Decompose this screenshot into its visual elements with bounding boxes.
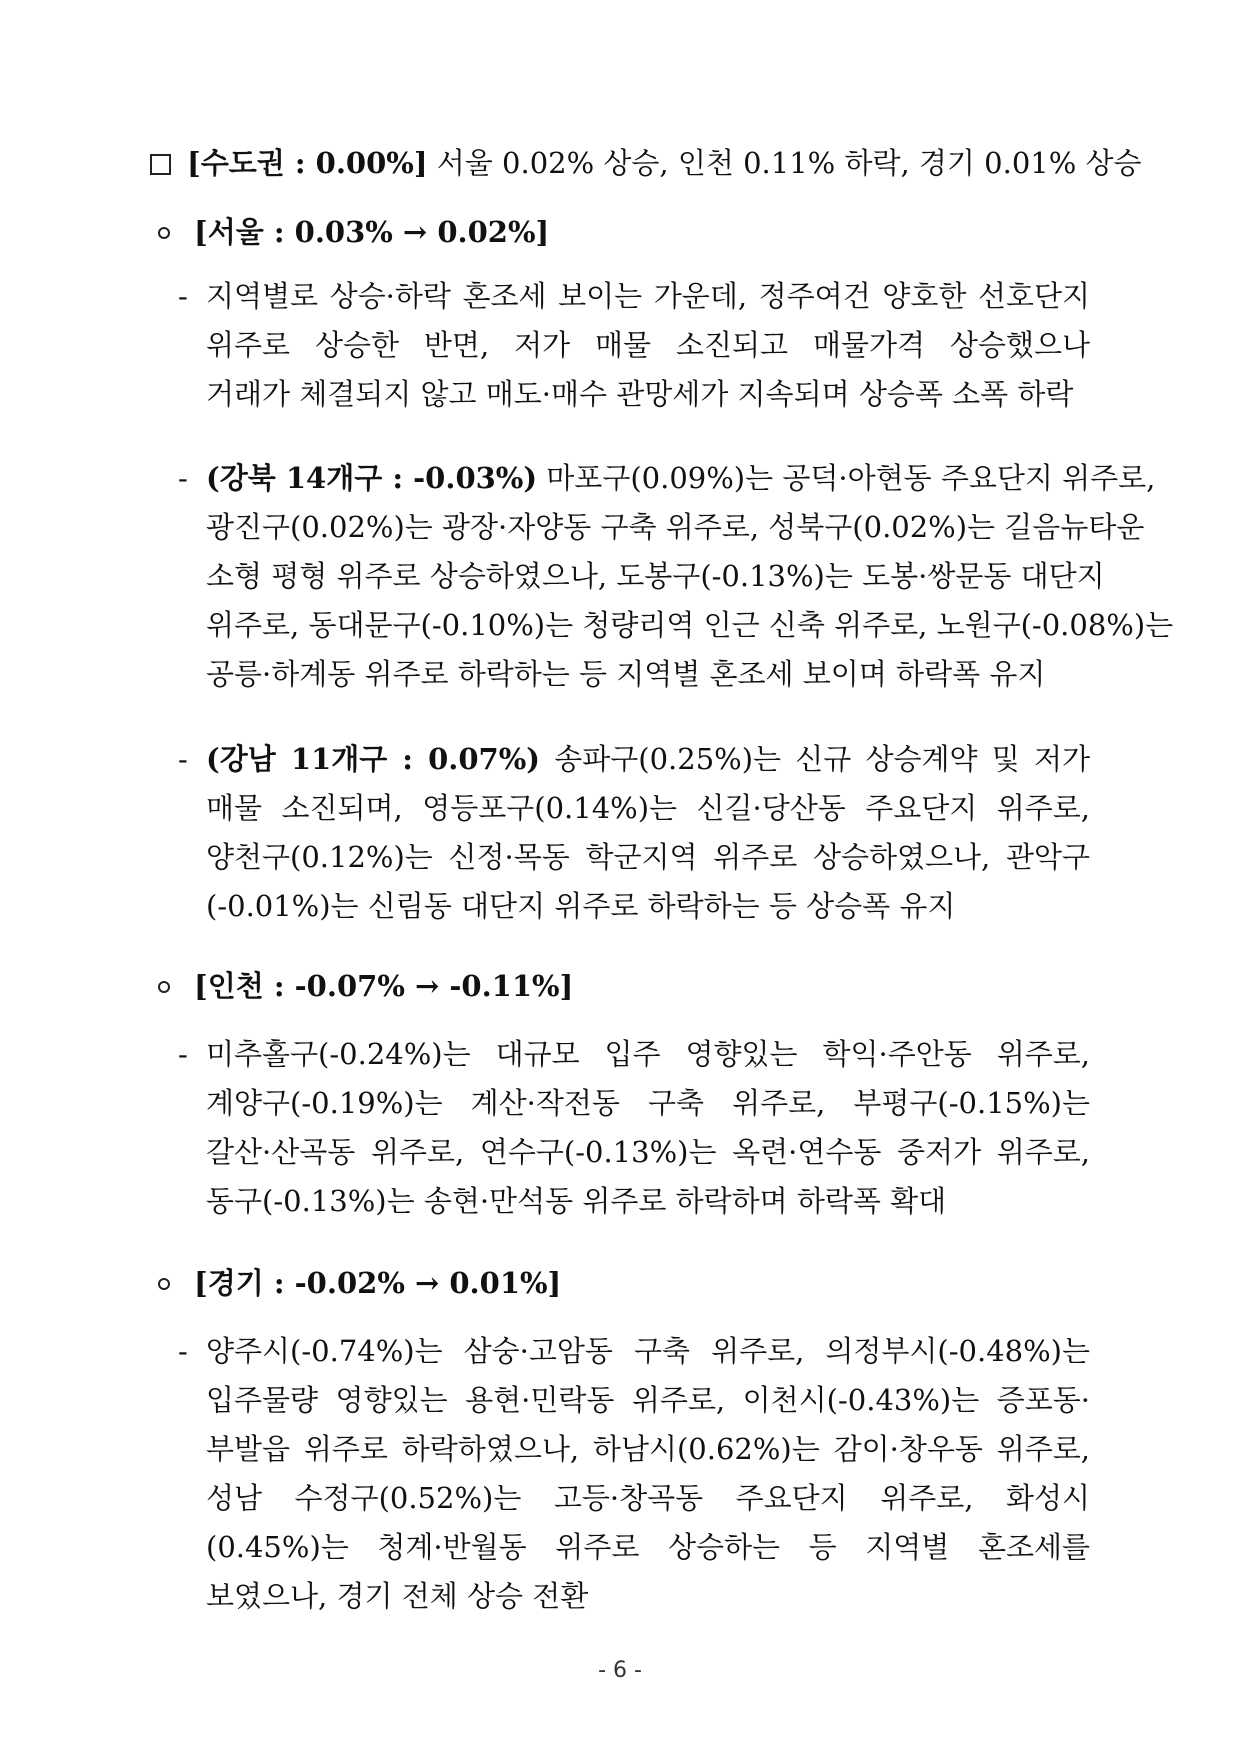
text-line: 지역별로 상승·하락 혼조세 보이는 가운데, 정주여건 양호한 선호단지	[206, 279, 1090, 313]
section-heading-incheon: [인천 : -0.07% → -0.11%]	[158, 966, 573, 1006]
page-number: - 6 -	[598, 1658, 642, 1683]
heading-text: 서울 0.02% 상승, 인천 0.11% 하락, 경기 0.01% 상승	[427, 146, 1142, 180]
section-heading-gyeonggi: [경기 : -0.02% → 0.01%]	[158, 1263, 561, 1303]
dash-bullet: -	[178, 461, 188, 495]
checkbox-square-icon	[150, 154, 171, 175]
text-line: 성남 수정구(0.52%)는 고등·창곡동 주요단지 위주로, 화성시	[206, 1481, 1090, 1515]
circle-bullet-icon	[158, 227, 170, 239]
section-heading-seoul: [서울 : 0.03% → 0.02%]	[158, 212, 549, 252]
text-line: 거래가 체결되지 않고 매도·매수 관망세가 지속되며 상승폭 소폭 하락	[206, 377, 1074, 411]
dash-bullet: -	[178, 1037, 188, 1071]
dash-bullet: -	[178, 279, 188, 313]
capital-area-heading	[150, 143, 1142, 183]
text-line: 보였으나, 경기 전체 상승 전환	[206, 1579, 589, 1613]
text-line: 양주시(-0.74%)는 삼숭·고암동 구축 위주로, 의정부시(-0.48%)는	[206, 1334, 1090, 1368]
text-line: 위주로 상승한 반면, 저가 매물 소진되고 매물가격 상승했으나	[206, 328, 1090, 362]
text-line: 양천구(0.12%)는 신정·목동 학군지역 위주로 상승하였으나, 관악구	[206, 840, 1090, 874]
circle-bullet-icon	[158, 1278, 170, 1290]
gangbuk-label: (강북 14개구 : -0.03%)	[206, 461, 538, 495]
text-line: (강북 14개구 : -0.03%) 마포구(0.09%)는 공덕·아현동 주요단지 위주로,	[206, 461, 1156, 495]
text-line: (-0.01%)는 신림동 대단지 위주로 하락하는 등 상승폭 유지	[206, 889, 956, 923]
text-line: 광진구(0.02%)는 광장·자양동 구축 위주로, 성북구(0.02%)는 길음뉴타운	[206, 510, 1145, 544]
text-line: 매물 소진되며, 영등포구(0.14%)는 신길·당산동 주요단지 위주로,	[206, 791, 1090, 825]
text-line: 소형 평형 위주로 상승하였으나, 도봉구(-0.13%)는 도봉·쌍문동 대단지	[206, 559, 1105, 593]
circle-bullet-icon	[158, 981, 170, 993]
text-line: (강남 11개구 : 0.07%) 송파구(0.25%)는 신규 상승계약 및 저가	[206, 742, 1090, 776]
text-line: 갈산·산곡동 위주로, 연수구(-0.13%)는 옥련·연수동 중저가 위주로,	[206, 1135, 1090, 1169]
heading-label: [수도권 : 0.00%]	[187, 146, 428, 180]
gangnam-label: (강남 11개구 : 0.07%)	[206, 742, 541, 776]
text-line: 동구(-0.13%)는 송현·만석동 위주로 하락하며 하락폭 확대	[206, 1184, 947, 1218]
text-line: 입주물량 영향있는 용현·민락동 위주로, 이천시(-0.43%)는 증포동·	[206, 1383, 1090, 1417]
text-line: 미추홀구(-0.24%)는 대규모 입주 영향있는 학익·주안동 위주로,	[206, 1037, 1090, 1071]
dash-bullet: -	[178, 1334, 188, 1368]
dash-bullet: -	[178, 742, 188, 776]
text-line: 부발읍 위주로 하락하였으나, 하남시(0.62%)는 감이·창우동 위주로,	[206, 1432, 1090, 1466]
text-line: 계양구(-0.19%)는 계산·작전동 구축 위주로, 부평구(-0.15%)는	[206, 1086, 1090, 1120]
text-line: 공릉·하계동 위주로 하락하는 등 지역별 혼조세 보이며 하락폭 유지	[206, 657, 1046, 691]
text-line: 위주로, 동대문구(-0.10%)는 청량리역 인근 신축 위주로, 노원구(-0.08%)는	[206, 608, 1174, 642]
text-line: (0.45%)는 청계·반월동 위주로 상승하는 등 지역별 혼조세를	[206, 1530, 1090, 1564]
